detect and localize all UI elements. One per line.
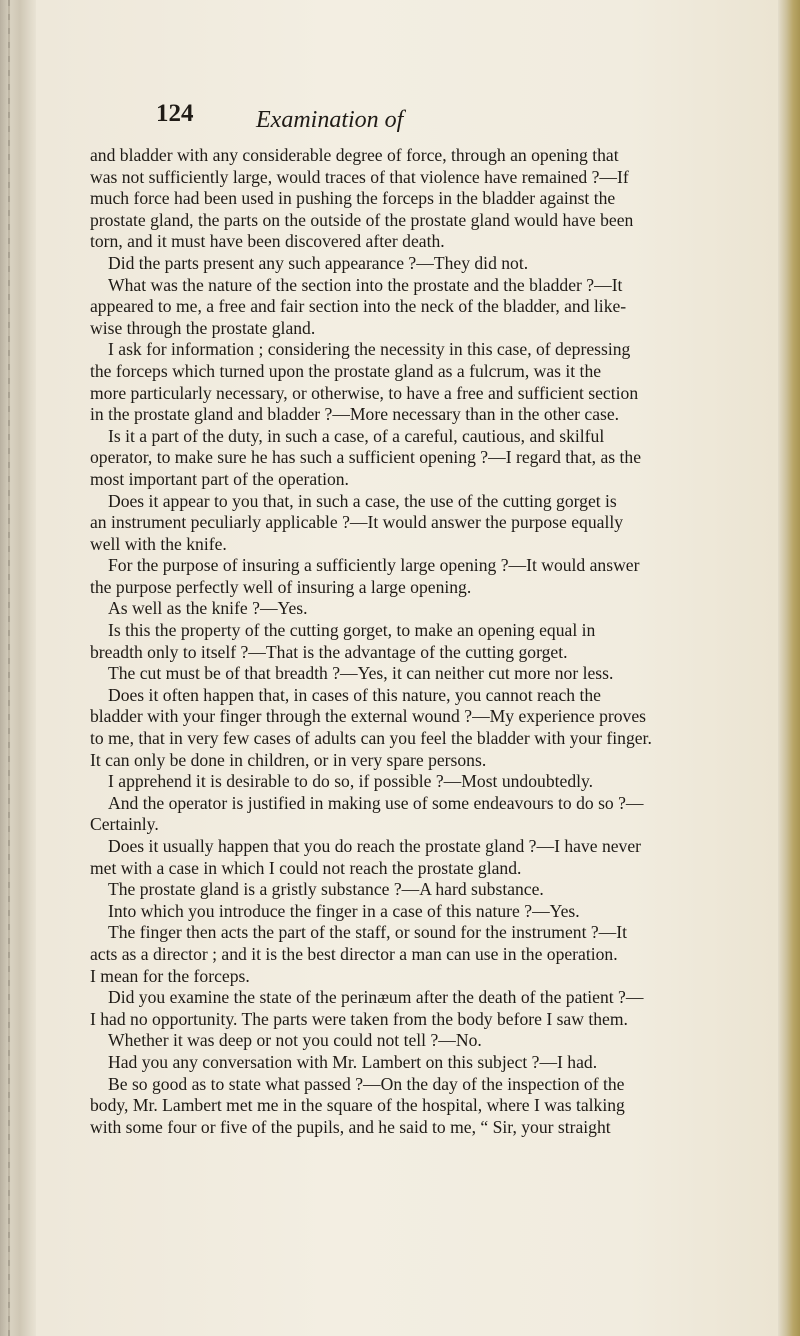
text-line: Does it usually happen that you do reach the prostate gland ?—I have never [108, 836, 642, 856]
text-line: body, Mr. Lambert met me in the square of the hospital, where I was talking [90, 1095, 625, 1116]
scan-binding-edge [0, 0, 36, 1336]
text-line: The prostate gland is a gristly substance ?—A hard substance. [108, 879, 544, 900]
text-line: Did you examine the state of the perinæum after the death of the patient ?— [108, 987, 644, 1008]
text-line: Had you any conversation with Mr. Lambert on this subject ?—I had. [108, 1051, 598, 1072]
text-line: Does it appear to you that, in such a case, the use of the cutting gorget is [108, 490, 617, 511]
text-line: Does it often happen that, in cases of this nature, you cannot reach the [108, 684, 601, 705]
text-line: I ask for information ; considering the necessity in this case, of depressing [108, 339, 631, 360]
text-line: Certainly. [90, 814, 159, 835]
text-line: in the prostate gland and bladder ?—More necessary than in the other case. [90, 404, 620, 425]
page-number: 124 [156, 100, 194, 127]
body-text [90, 145, 800, 1138]
text-line: the purpose perfectly well of insuring a large opening. [90, 576, 472, 597]
text-line: much force had been used in pushing the forceps in the bladder against the [90, 188, 616, 209]
text-line: What was the nature of the section into the prostate and the bladder ?—It [108, 274, 623, 295]
text-line: acts as a director ; and it is the best director a man can use in the operation. [90, 943, 618, 964]
text-line: The cut must be of that breadth ?—Yes, it can neither cut more nor less. [108, 663, 614, 684]
text-line: For the purpose of insuring a sufficiently large opening ?—It would answer [108, 555, 640, 576]
text-line: breadth only to itself ?—That is the advantage of the cutting gorget. [90, 641, 568, 662]
text-line: I apprehend it is desirable to do so, if possible ?—Most undoubtedly. [108, 771, 594, 792]
text-line: more particularly necessary, or otherwise, to have a free and sufficient section [90, 382, 639, 403]
text-line: appeared to me, a free and fair section into the neck of the bladder, and like- [90, 296, 627, 317]
text-line: and bladder with any considerable degree of force, through an opening that [90, 145, 619, 165]
text-line: wise through the prostate gland. [90, 317, 316, 338]
text-line: Is it a part of the duty, in such a case, of a careful, cautious, and skilful [108, 425, 605, 446]
text-line: Into which you introduce the finger in a case of this nature ?—Yes. [108, 900, 580, 921]
text-line: torn, and it must have been discovered after death. [90, 231, 445, 252]
text-line: The finger then acts the part of the staff, or sound for the instrument ?—It [108, 922, 628, 943]
text-line: to me, that in very few cases of adults can you feel the bladder with your finger. [90, 728, 652, 749]
text-line: Whether it was deep or not you could not tell ?—No. [108, 1030, 482, 1051]
text-line: I had no opportunity. The parts were taken from the body before I saw them. [90, 1008, 628, 1029]
text-line: most important part of the operation. [90, 468, 349, 489]
text-line: It can only be done in children, or in very spare persons. [90, 749, 487, 770]
text-line: was not sufficiently large, would traces of that violence have remained ?—If [90, 166, 629, 187]
text-line: And the operator is justified in making use of some endeavours to do so ?— [108, 792, 644, 813]
text-line: I mean for the forceps. [90, 965, 250, 986]
text-line: As well as the knife ?—Yes. [108, 598, 308, 619]
text-line: Be so good as to state what passed ?—On the day of the inspection of the [108, 1073, 625, 1094]
page-header [156, 100, 756, 140]
text-line: operator, to make sure he has such a sufficient opening ?—I regard that, as the [90, 447, 642, 468]
text-line: prostate gland, the parts on the outside of the prostate gland would have been [90, 209, 634, 230]
book-page [36, 0, 778, 1336]
text-line: Is this the property of the cutting gorget, to make an opening equal in [108, 620, 596, 641]
text-line: met with a case in which I could not reach the prostate gland. [90, 857, 522, 878]
text-line: the forceps which turned upon the prostate gland as a fulcrum, was it the [90, 360, 602, 381]
running-head: Examination of [256, 107, 404, 133]
text-line: with some four or five of the pupils, and he said to me, “ Sir, your straight [90, 1116, 611, 1137]
text-line: bladder with your finger through the external wound ?—My experience proves [90, 706, 646, 727]
text-line: well with the knife. [90, 533, 227, 554]
text-line: Did the parts present any such appearance ?—They did not. [108, 252, 529, 273]
text-line: an instrument peculiarly applicable ?—It would answer the purpose equally [90, 512, 624, 533]
